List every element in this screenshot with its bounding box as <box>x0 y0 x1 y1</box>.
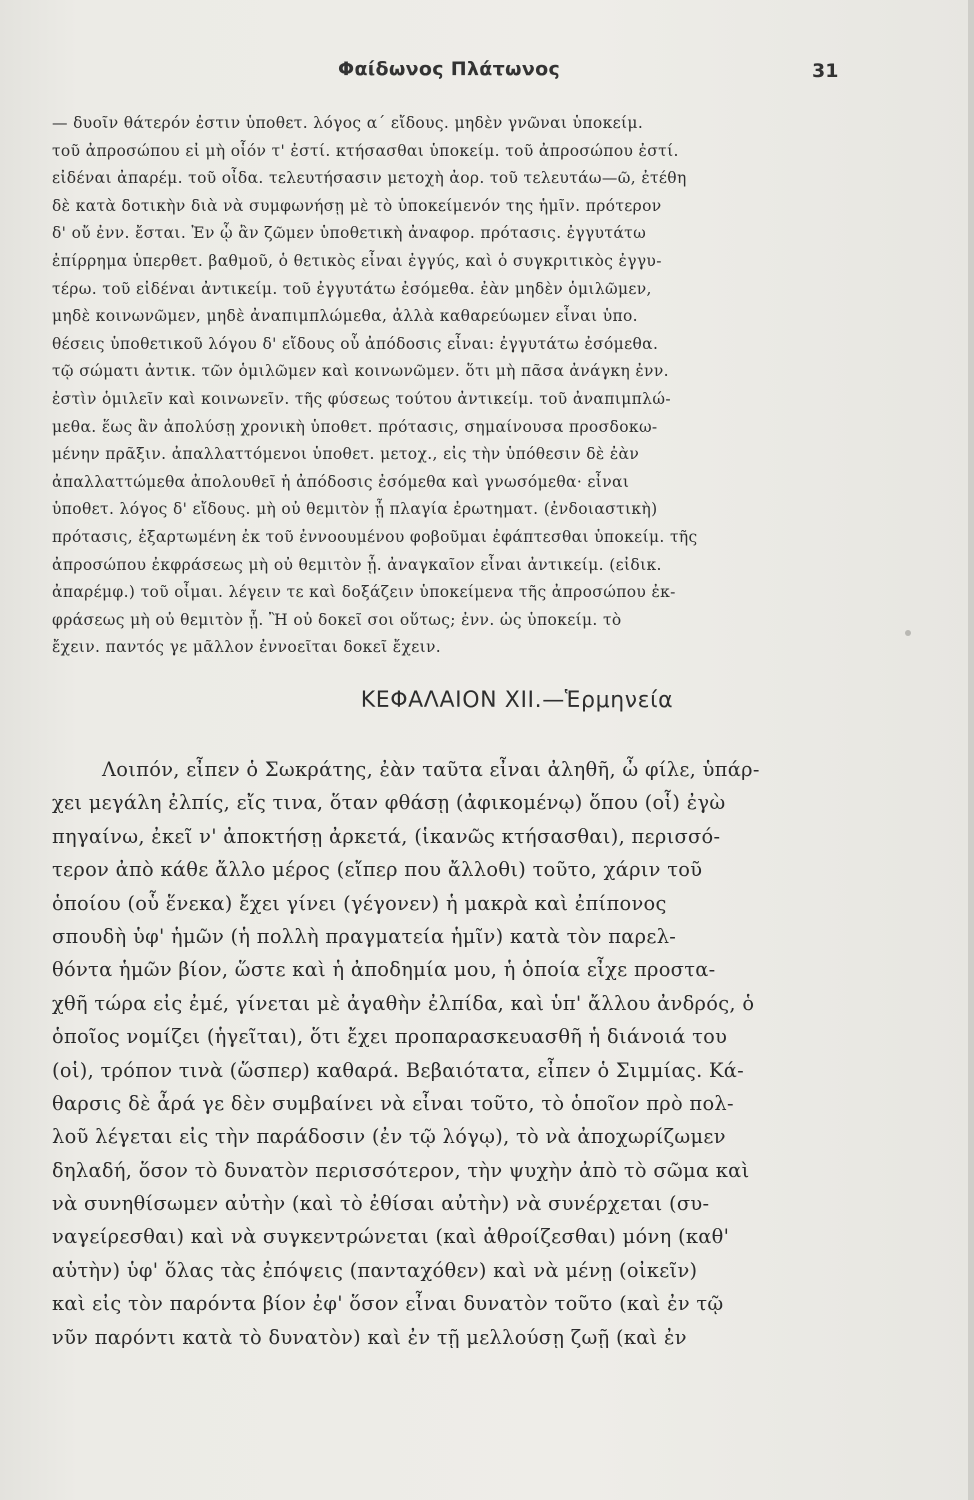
text-line: δηλαδή, ὅσον τὸ δυνατὸν περισσότερον, τὴν ψυχὴν ἀπὸ τὸ σῶμα καὶ <box>52 1158 750 1182</box>
text-line: νὰ συνηθίσωμεν αὐτὴν (καὶ τὸ ἐθίσαι αὐτὴν) νὰ συνέρχεται (συ- <box>52 1192 710 1216</box>
text-line: χθῆ τώρα εἰς ἐμέ, γίνεται μὲ ἀγαθὴν ἐλπίδα, καὶ ὑπ' ἄλλου ἀνδρός, ὁ <box>52 991 755 1015</box>
page-number: 31 <box>812 60 839 82</box>
ink-spot <box>905 630 911 636</box>
text-line: λοῦ λέγεται εἰς τὴν παράδοσιν (ἐν τῷ λόγῳ), τὸ νὰ ἀποχωρίζωμεν <box>52 1125 726 1149</box>
text-line: νῦν παρόντι κατὰ τὸ δυνατὸν) καὶ ἐν τῇ μελλούσῃ ζωῇ (καὶ ἐν <box>52 1325 687 1349</box>
note-line: μένην πρᾶξιν. ἀπαλλαττόμενοι ὑποθετ. μετοχ., εἰς τὴν ὑπόθεσιν δὲ ἐὰν <box>52 445 640 464</box>
page-edge <box>968 0 974 1500</box>
note-line: τοῦ ἀπροσώπου εἰ μὴ οἷόν τ' ἐστί. κτήσασθαι ὑποκείμ. τοῦ ἀπροσώπου ἐστί. <box>52 141 679 160</box>
page-header <box>0 58 974 88</box>
note-line: ἐστὶν ὁμιλεῖν καὶ κοινωνεῖν. τῆς φύσεως τούτου ἀντικείμ. τοῦ ἀναπιμπλώ- <box>52 389 671 408</box>
running-title: Φαίδωνος Πλάτωνος <box>338 58 561 80</box>
text-line: θόντα ἡμῶν βίον, ὥστε καὶ ἡ ἀποδημία μου, ἡ ὁποία εἶχε προστα- <box>52 958 716 982</box>
note-line: ἔχειν. παντός γε μᾶλλον ἐννοεῖται δοκεῖ ἔχειν. <box>52 638 442 657</box>
note-line: πρότασις, ἐξαρτωμένη ἐκ τοῦ ἐννοουμένου φοβοῦμαι ἐφάπτεσθαι ὑποκείμ. τῆς <box>52 527 698 546</box>
note-line: ἀπροσώπου ἐκφράσεως μὴ οὐ θεμιτὸν ᾖ. ἀναγκαῖον εἶναι ἀντικείμ. (εἰδικ. <box>52 555 662 574</box>
note-line: φράσεως μὴ οὐ θεμιτὸν ᾖ. Ἢ οὐ δοκεῖ σοι οὕτως; ἐνν. ὡς ὑποκείμ. τὸ <box>52 610 622 629</box>
text-line: ναγείρεσθαι) καὶ νὰ συγκεντρώνεται (καὶ ἀθροίζεσθαι) μόνη (καθ' <box>52 1225 730 1249</box>
text-line: τερον ἀπὸ κάθε ἄλλο μέρος (εἴπερ που ἄλλοθι) τοῦτο, χάριν τοῦ <box>52 858 703 882</box>
note-line: εἰδέναι ἀπαρέμ. τοῦ οἶδα. τελευτήσασιν μετοχὴ ἀορ. τοῦ τελευτάω—ῶ, ἐτέθη <box>52 169 687 188</box>
note-line: — δυοῖν θάτερόν ἐστιν ὑποθετ. λόγος α΄ εἴδους. μηδὲν γνῶναι ὑποκείμ. <box>52 114 644 132</box>
note-line: ἀπαρέμφ.) τοῦ οἶμαι. λέγειν τε καὶ δοξάζειν ὑποκείμενα τῆς ἀπροσώπου ἐκ- <box>52 583 676 602</box>
note-line: δ' οὔ ἐνν. ἔσται. Ἐν ᾧ ἂν ζῶμεν ὑποθετικὴ ἀναφορ. πρότασις. ἐγγυτάτω <box>52 224 647 243</box>
text-line: αὑτὴν) ὑφ' ὅλας τὰς ἐπόψεις (πανταχόθεν) καὶ νὰ μένῃ (οἰκεῖν) <box>52 1258 698 1282</box>
note-line: ὑποθετ. λόγος δ' εἴδους. μὴ οὐ θεμιτὸν ᾖ πλαγία ἐρωτηματ. (ἐνδοιαστικὴ) <box>52 500 658 519</box>
text-line: σπουδὴ ὑφ' ἡμῶν (ἡ πολλὴ πραγματεία ἡμῖν) κατὰ τὸν παρελ- <box>52 924 677 948</box>
note-line: δὲ κατὰ δοτικὴν διὰ νὰ συμφωνήσῃ μὲ τὸ ὑποκείμενόν της ἡμῖν. πρότερον <box>52 196 662 215</box>
note-line: μεθα. ἕως ἂν ἀπολύσῃ χρονικὴ ὑποθετ. πρότασις, σημαίνουσα προσδοκω- <box>52 417 658 436</box>
note-line: ἐπίρρημα ὑπερθετ. βαθμοῦ, ὁ θετικὸς εἶναι ἐγγύς, καὶ ὁ συγκριτικὸς ἐγγυ- <box>52 251 662 270</box>
chapter-heading-text: ΚΕΦΑΛΑΙΟΝ XII.—Ἑρμηνεία <box>360 688 674 713</box>
text-line: (οἱ), τρόπον τινὰ (ὥσπερ) καθαρά. Βεβαιότατα, εἶπεν ὁ Σιμμίας. Κά- <box>52 1058 745 1082</box>
note-line: ἀπαλλαττώμεθα ἀπολουθεῖ ἡ ἀπόδοσις ἐσόμεθα καὶ γνωσόμεθα· εἶναι <box>52 472 630 491</box>
chapter-heading <box>0 688 974 713</box>
note-line: τῷ σώματι ἀντικ. τῶν ὁμιλῶμεν καὶ κοινωνῶμεν. ὅτι μὴ πᾶσα ἀνάγκη ἐνν. <box>52 362 669 381</box>
text-line: καὶ εἰς τὸν παρόντα βίον ἐφ' ὅσον εἶναι δυνατὸν τοῦτο (καὶ ἐν τῷ <box>52 1292 724 1316</box>
text-line: θαρσις δὲ ἆρά γε δὲν συμβαίνει νὰ εἶναι τοῦτο, τὸ ὁποῖον πρὸ πολ- <box>52 1091 734 1115</box>
main-text <box>52 753 818 1354</box>
note-line: θέσεις ὑποθετικοῦ λόγου δ' εἴδους οὗ ἀπόδοσις εἶναι: ἐγγυτάτω ἐσόμεθα. <box>52 334 659 353</box>
text-line: Λοιπόν, εἶπεν ὁ Σωκράτης, ἐὰν ταῦτα εἶναι ἀληθῆ, ὦ φίλε, ὑπάρ- <box>102 758 760 781</box>
text-line: ὁποίου (οὗ ἕνεκα) ἔχει γίνει (γέγονεν) ἡ μακρὰ καὶ ἐπίπονος <box>52 891 667 915</box>
text-line: πηγαίνω, ἐκεῖ ν' ἀποκτήσῃ ἀρκετά, (ἱκανῶς κτήσασθαι), περισσό- <box>52 824 721 848</box>
text-line: χει μεγάλη ἐλπίς, εἴς τινα, ὅταν φθάσῃ (ἀφικομένῳ) ὅπου (οἷ) ἐγὼ <box>52 791 726 815</box>
commentary-notes <box>52 110 818 662</box>
note-line: τέρω. τοῦ εἰδέναι ἀντικείμ. τοῦ ἐγγυτάτω ἐσόμεθα. ἐὰν μηδὲν ὁμιλῶμεν, <box>52 279 652 298</box>
note-line: μηδὲ κοινωνῶμεν, μηδὲ ἀναπιμπλώμεθα, ἀλλὰ καθαρεύωμεν εἶναι ὑπο. <box>52 307 638 326</box>
text-line: ὁποῖος νομίζει (ἡγεῖται), ὅτι ἔχει προπαρασκευασθῆ ἡ διάνοιά του <box>52 1025 728 1049</box>
